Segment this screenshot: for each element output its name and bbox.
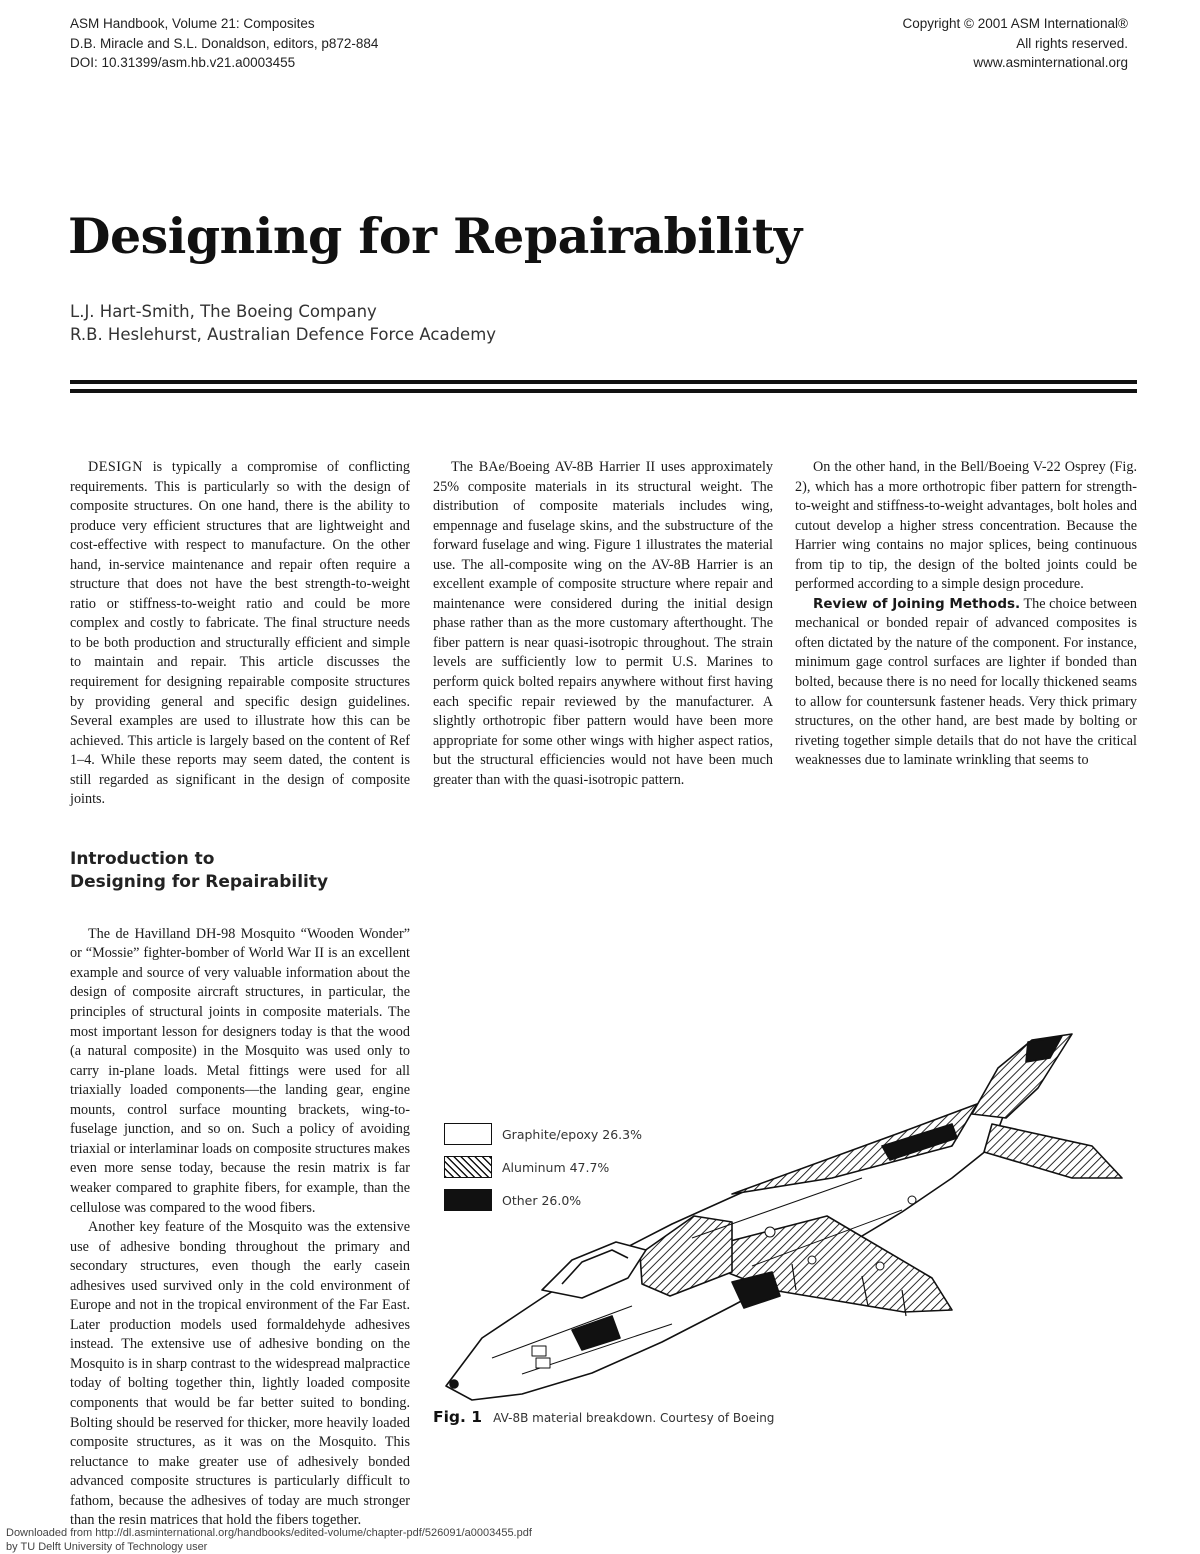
osprey-paragraph: On the other hand, in the Bell/Boeing V-22 Osprey (Fig. 2), which has a more orthotropic fiber pattern for strength-to-weight and stiffness-to-weight advantages, bolt holes and cutout develop a higher stress concentration. Because the Harrier wing contains no major splices, being continuous from tip to tip, the design of the bolted joints could be performed according to a simple design procedure. xyxy=(795,459,1137,593)
legend-item-graphite xyxy=(444,1122,642,1146)
horizontal-stabilizer xyxy=(984,1124,1122,1178)
caption-label: Fig. 1 xyxy=(433,1408,483,1426)
doi-line: DOI: 10.31399/asm.hb.v21.a0003455 xyxy=(70,55,296,70)
section-heading xyxy=(70,848,410,894)
text-column-3 xyxy=(795,458,1137,771)
text-column-2 xyxy=(433,458,773,790)
editors-line: D.B. Miracle and S.L. Donaldson, editors, p872-884 xyxy=(70,35,379,51)
adhesive-paragraph: Another key feature of the Mosquito was the extensive use of adhesive bonding throughout the primary and secondary structures, even though the early casein adhesives used survived only in the cold environment of Europe and not in the tropical environment of the Far East. Later production models used formaldehyde adhesives instead. The extensive use of adhesive bonding on the Mosquito is in sharp contrast to the widespread malpractice today of bolting together thin, lightly loaded composite components that would be far better suited to bonding. Bolting should be reserved for thicker, more heavily loaded composite structures, as it was on the Mosquito. This reluctance to make greater use of adhesively bonded advanced composite structures is particularly difficult to fathom, because the adhesives of today are much stronger than the resin matrices that hold the fibers together. xyxy=(70,1219,410,1529)
text-column-1 xyxy=(70,458,410,1531)
caption-text: AV-8B material breakdown. Courtesy of Boeing xyxy=(493,1411,775,1425)
legend-item-aluminum xyxy=(444,1155,642,1179)
author-2: R.B. Heslehurst, Australian Defence Force Academy xyxy=(70,325,497,344)
review-paragraph xyxy=(795,595,1137,771)
aluminum-swatch xyxy=(444,1156,492,1178)
figure-1 xyxy=(432,1028,1138,1422)
intro-paragraph xyxy=(70,458,410,810)
legend-label-other: Other 26.0% xyxy=(502,1192,582,1208)
running-header-left xyxy=(70,14,378,73)
review-text: The choice between mechanical or bonded repair of advanced composites is often dictated by the nature of the component. For instance, minimum gage control surfaces are lighter if bonded than bolted, because there is no need for locally thickened seams to allow for countersunk fastener heads. Very thick primary structures, on the other hand, are best made by bolting or riveting together simple details that do not have the critical weaknesses due to laminate wrinkling that seems to xyxy=(795,595,1137,769)
graphite-swatch xyxy=(444,1123,492,1145)
author-list xyxy=(70,300,496,346)
download-footer xyxy=(6,1526,532,1554)
intro-lead-word: DESIGN xyxy=(88,459,144,475)
download-url[interactable]: Downloaded from http://dl.asminternational.org/handbooks/edited-volume/chapter-pdf/526091/a0003455.pdf xyxy=(6,1527,532,1539)
mosquito-paragraph: The de Havilland DH-98 Mosquito “Wooden Wonder” or “Mossie” fighter-bomber of World War II is an excellent example and source of very valuable information about the design of composite aircraft structures, in particular, the principles of structural joints in composite materials. The most important lesson for designers today is that the wood (a natural composite) in the Mosquito was used only to carry in-plane loads. Metal fittings were used for all triaxially loaded components—the landing gear, engine mounts, control surface mounting brackets, wing-to-fuselage junction, and so on. Such a policy of avoiding triaxial or interlaminar loads on composite structures makes even more sense today, because the resin matrix is far weaker compared to graphite fibers, for example, than the cellulose was compared to the wood fibers. xyxy=(70,925,411,1216)
legend-item-other xyxy=(444,1188,642,1212)
running-header-right xyxy=(902,14,1128,73)
legend-label-aluminum: Aluminum 47.7% xyxy=(502,1159,610,1175)
article-title: Designing for Repairability xyxy=(68,207,802,265)
section-heading-line-1: Introduction to xyxy=(70,848,215,869)
figure-caption xyxy=(433,1407,774,1426)
handbook-title: ASM Handbook, Volume 21: Composites xyxy=(70,16,315,31)
download-user: by TU Delft University of Technology user xyxy=(6,1541,208,1553)
website-link[interactable]: www.asminternational.org xyxy=(973,55,1128,70)
author-1: L.J. Hart-Smith, The Boeing Company xyxy=(70,302,377,321)
rights-line: All rights reserved. xyxy=(1016,35,1128,51)
other-swatch xyxy=(444,1189,492,1211)
av8b-aircraft-illustration xyxy=(432,1028,1138,1422)
title-rule-top xyxy=(70,380,1137,384)
copyright-line: Copyright © 2001 ASM International® xyxy=(902,16,1128,31)
section-heading-line-2: Designing for Repairability xyxy=(70,871,329,892)
legend-label-graphite: Graphite/epoxy 26.3% xyxy=(502,1126,642,1142)
figure-legend xyxy=(444,1122,642,1221)
harrier-paragraph: The BAe/Boeing AV-8B Harrier II uses approximately 25% composite materials in its structural weight. The distribution of composite materials includes wing, empennage and fuselage skins, and the substructure of the forward fuselage and wing. Figure 1 illustrates the material use. The all-composite wing on the AV-8B Harrier is an excellent example of composite structure where repair and maintenance were considered during the initial design phase rather than as the more customary afterthought. The fiber pattern is near quasi-isotropic throughout. The strain levels are sufficiently low to permit U.S. Marines to perform quick bolted repairs anywhere without first having each specific repair reviewed by the manufacturer. A slightly orthotropic fiber pattern would have been more appropriate for some other wings with higher aspect ratios, but the structural efficiencies would not have been much greater than with the quasi-isotropic pattern. xyxy=(433,459,773,788)
title-rule-bottom xyxy=(70,389,1137,393)
review-run-in-heading: Review of Joining Methods. xyxy=(813,595,1021,612)
intro-text: is typically a compromise of conflicting requirements. This is particularly so with the design of composite structures. On one hand, there is the ability to produce very efficient structures that are lightweight and cost-effective with respect to manufacture. On the other hand, in-service maintenance and repair often require a structure that does not have the best strength-to-weight ratio or stiffness-to-weight ratio and could be more complex and costly to fabricate. The final structure needs to be both production and structurally efficient and simple to maintain and repair. This article discusses the requirement for designing repairable composite structures by providing general and specific design guidelines. Several examples are used to illustrate how this can be achieved. This article is largely based on the content of Ref 1–4. While these reports may seem dated, the content is still regarded as significant in the design of composite joints. xyxy=(70,459,410,808)
